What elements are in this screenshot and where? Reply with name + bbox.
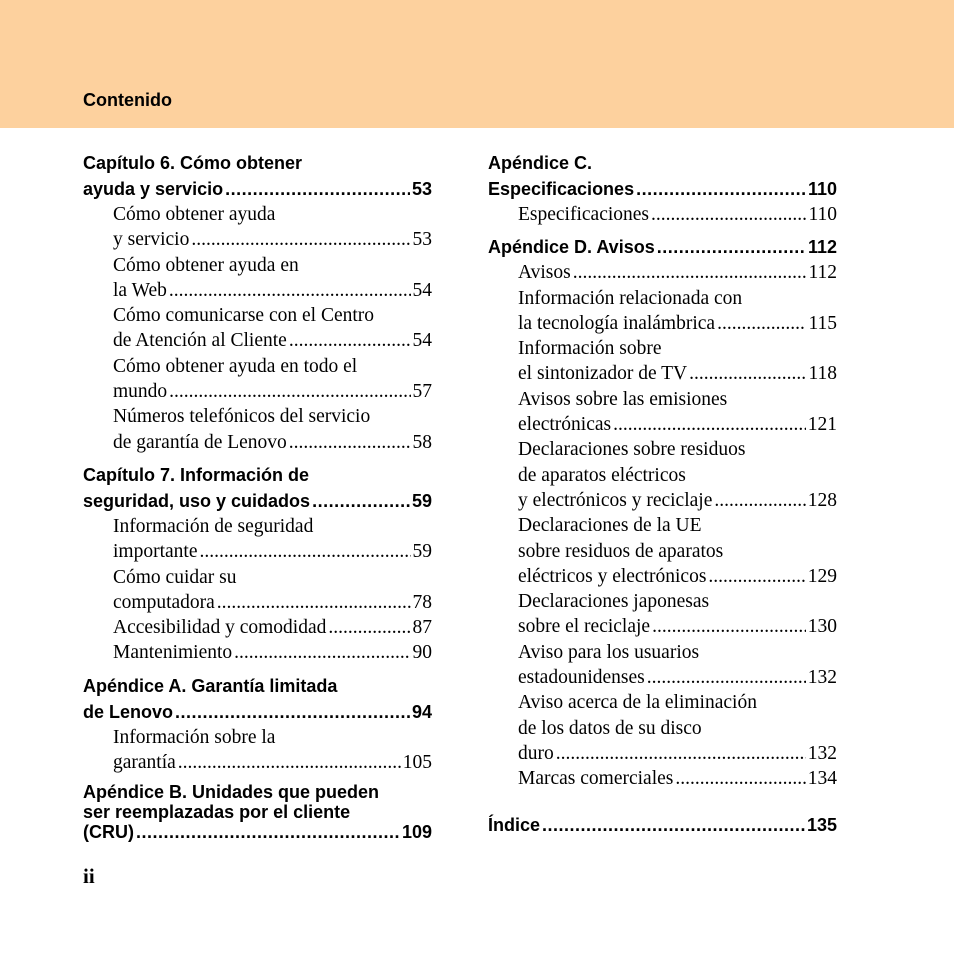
toc-entry[interactable] — [488, 336, 837, 387]
toc-entry-text-line: de aparatos eléctricos — [518, 464, 686, 486]
dot-leader — [542, 812, 805, 838]
toc-entry-text-line: Apéndice C. — [488, 153, 593, 173]
toc-entry-text-line: Capítulo 7. Información de — [83, 464, 310, 485]
toc-entry-text: seguridad, uso y cuidados — [83, 490, 311, 511]
toc-entry-last-line — [83, 176, 432, 202]
dot-leader — [169, 379, 410, 404]
toc-entry-last-line — [518, 564, 837, 589]
dot-leader — [191, 227, 410, 252]
toc-page-number: 87 — [412, 617, 432, 639]
toc-entry-last-line — [518, 361, 837, 386]
toc-entry-text-line: Cómo obtener ayuda — [113, 204, 276, 225]
toc-entry-text: Especificaciones — [518, 204, 650, 225]
toc-page-number: 129 — [807, 565, 837, 587]
toc-page-number: 130 — [807, 616, 837, 638]
toc-page-number: 110 — [807, 179, 837, 199]
toc-entry-text-line: Apéndice B. Unidades que pueden — [83, 782, 380, 803]
toc-column-right — [488, 150, 837, 838]
toc-entry-text: de Atención al Cliente — [113, 330, 287, 352]
toc-entry-text-line: Declaraciones japonesas — [518, 591, 710, 613]
toc-entry-text: mundo — [113, 381, 168, 403]
toc-entry-text: estadounidenses — [518, 667, 645, 689]
toc-page-number: 128 — [807, 489, 837, 511]
toc-page-number: 118 — [808, 363, 837, 385]
toc-entry-text-line: Avisos sobre las emisiones — [518, 388, 728, 410]
toc-entry-text-line: Declaraciones sobre residuos — [518, 439, 746, 461]
toc-entry-text: Apéndice D. Avisos — [488, 237, 655, 258]
toc-entry-last-line — [518, 202, 837, 227]
toc-page-number: 109 — [401, 822, 432, 843]
toc-entry-text: eléctricos y electrónicos — [518, 565, 707, 587]
toc-entry[interactable] — [488, 387, 837, 438]
toc-page-number: 54 — [412, 330, 432, 352]
dot-leader — [225, 176, 410, 202]
toc-entry-last-line — [113, 590, 432, 615]
toc-entry-last-line — [113, 379, 432, 404]
toc-entry-last-line — [518, 614, 837, 639]
toc-entry-text-line: Declaraciones de la UE — [518, 515, 702, 537]
toc-entry-last-line — [518, 260, 837, 285]
toc-entry-last-line — [488, 812, 837, 838]
toc-entry-text-line: ser reemplazadas por el cliente — [83, 802, 351, 823]
toc-page-number: 134 — [807, 768, 837, 790]
toc-entry-last-line — [488, 176, 837, 202]
toc-entry-text: de Lenovo — [83, 701, 174, 722]
toc-page-number: 115 — [808, 312, 837, 334]
toc-entry-last-line — [113, 750, 432, 775]
toc-entry-text-line: Cómo cuidar su — [113, 566, 237, 588]
toc-page-number: 110 — [808, 204, 837, 225]
toc-entry-last-line — [518, 665, 837, 690]
toc-page-number: 112 — [807, 237, 837, 258]
dot-leader — [651, 202, 806, 227]
toc-chapter-entry[interactable] — [83, 782, 432, 842]
toc-entry-last-line — [518, 311, 837, 336]
toc-entry-text-line: de los datos de su disco — [518, 717, 702, 739]
toc-entry-text: Marcas comerciales — [518, 768, 674, 790]
dot-leader — [328, 615, 410, 640]
toc-entry-text-line: Información de seguridad — [113, 515, 314, 537]
dot-leader — [289, 430, 411, 455]
dot-leader — [289, 328, 411, 353]
dot-leader — [636, 176, 806, 202]
toc-entry-text: la tecnología inalámbrica — [518, 312, 716, 334]
dot-leader — [169, 278, 411, 303]
toc-chapter-entry[interactable] — [83, 673, 432, 725]
toc-entry-text-line: Información sobre — [518, 338, 662, 360]
toc-entry-last-line — [113, 227, 432, 252]
toc-entry-text: electrónicas — [518, 414, 612, 436]
toc-page-number: 105 — [402, 752, 432, 774]
page-number: ii — [83, 864, 95, 888]
toc-entry-text: Avisos — [518, 262, 571, 284]
toc-entry-text-line: Aviso acerca de la eliminación — [518, 692, 757, 714]
dot-leader — [136, 822, 400, 842]
toc-entry-text-line: Apéndice A. Garantía limitada — [83, 675, 338, 696]
toc-entry[interactable] — [83, 514, 432, 565]
toc-entry[interactable] — [488, 513, 837, 589]
toc-entry-text: y servicio — [113, 229, 190, 251]
toc-page-number: 135 — [806, 814, 837, 835]
toc-page-number: 54 — [412, 279, 432, 301]
toc-entry-text: Accesibilidad y comodidad — [113, 617, 327, 639]
toc-entry[interactable] — [488, 766, 837, 791]
dot-leader — [675, 766, 805, 791]
dot-leader — [657, 234, 806, 260]
toc-entry[interactable] — [83, 640, 432, 665]
dot-leader — [652, 614, 806, 639]
dot-leader — [573, 260, 807, 285]
toc-entry-text-line: Capítulo 6. Cómo obtener — [83, 153, 303, 173]
toc-entry[interactable] — [488, 589, 837, 640]
dot-leader — [312, 488, 410, 514]
toc-entry-text-line: Aviso para los usuarios — [518, 641, 700, 663]
toc-page-number: 59 — [411, 490, 432, 511]
toc-entry-text-line: Números telefónicos del servicio — [113, 406, 371, 428]
dot-leader — [175, 699, 410, 725]
toc-page-number: 132 — [807, 742, 837, 764]
toc-entry[interactable] — [83, 404, 432, 455]
toc-entry-text-line: Cómo obtener ayuda en — [113, 254, 299, 276]
dot-leader — [708, 564, 805, 589]
toc-entry-text: garantía — [113, 752, 176, 774]
toc-entry[interactable] — [83, 615, 432, 640]
toc-page-number: 121 — [807, 414, 837, 436]
toc-entry-text: el sintonizador de TV — [518, 363, 688, 385]
toc-page-number: 59 — [412, 541, 432, 563]
toc-entry-last-line — [113, 640, 432, 665]
toc-entry-text: de garantía de Lenovo — [113, 431, 287, 453]
toc-entry-text-line: Información relacionada con — [518, 287, 743, 309]
dot-leader — [199, 539, 410, 564]
toc-entry-text-line: Información sobre la — [113, 726, 276, 748]
toc-entry-text: importante — [113, 541, 198, 563]
toc-entry-text-line: sobre residuos de aparatos — [518, 540, 724, 562]
toc-entry-text: duro — [518, 742, 554, 764]
toc-entry[interactable] — [83, 253, 432, 304]
toc-page-number: 112 — [808, 262, 837, 284]
toc-page-number: 58 — [412, 431, 432, 453]
dot-leader — [689, 361, 806, 386]
toc-page-number: 132 — [807, 667, 837, 689]
toc-entry-text: Índice — [488, 814, 541, 835]
toc-entry-last-line — [518, 488, 837, 513]
toc-entry[interactable] — [83, 565, 432, 616]
toc-entry-text: computadora — [113, 591, 215, 613]
page-title: Contenido — [83, 90, 172, 110]
toc-entry-text: la Web — [113, 279, 167, 301]
toc-entry-last-line — [83, 488, 432, 514]
dot-leader — [556, 741, 806, 766]
toc-column-left — [83, 150, 432, 842]
toc-entry[interactable] — [488, 202, 837, 227]
toc-entry[interactable] — [83, 303, 432, 354]
toc-chapter-entry[interactable] — [83, 150, 432, 202]
toc-entry-last-line — [113, 539, 432, 564]
toc-entry-last-line — [113, 328, 432, 353]
dot-leader — [178, 750, 401, 775]
dot-leader — [647, 665, 806, 690]
toc-entry-last-line — [518, 741, 837, 766]
dot-leader — [613, 412, 806, 437]
toc-chapter-entry[interactable] — [488, 150, 837, 202]
toc-entry-text: ayuda y servicio — [83, 179, 224, 199]
toc-entry-text: Mantenimiento — [113, 642, 233, 664]
toc-page-number: 94 — [411, 701, 432, 722]
toc-entry-text-line: Cómo comunicarse con el Centro — [113, 305, 375, 327]
toc-entry-text-line: Cómo obtener ayuda en todo el — [113, 355, 358, 377]
toc-entry-text: sobre el reciclaje — [518, 616, 651, 638]
toc-entry-text: y electrónicos y reciclaje — [518, 489, 713, 511]
toc-entry[interactable] — [488, 260, 837, 285]
toc-page-number: 78 — [412, 591, 432, 613]
toc-entry-last-line — [488, 234, 837, 260]
toc-entry-last-line — [83, 822, 432, 842]
toc-entry-last-line — [518, 412, 837, 437]
toc-page-number: 53 — [411, 179, 432, 199]
toc-entry-last-line — [113, 278, 432, 303]
toc-entry-last-line — [518, 766, 837, 791]
toc-entry[interactable] — [488, 437, 837, 513]
toc-chapter-entry[interactable] — [488, 234, 837, 260]
toc-entry[interactable] — [488, 690, 837, 766]
toc-entry-last-line — [83, 699, 432, 725]
toc-page-number: 90 — [412, 642, 432, 664]
toc-entry-text: Especificaciones — [488, 179, 635, 199]
toc-entry[interactable] — [488, 640, 837, 691]
dot-leader — [234, 640, 410, 665]
toc-chapter-entry[interactable] — [83, 462, 432, 514]
toc-entry-text: (CRU) — [83, 822, 134, 843]
dot-leader — [717, 311, 806, 336]
toc-entry[interactable] — [83, 725, 432, 776]
toc-entry[interactable] — [83, 354, 432, 405]
toc-entry[interactable] — [488, 286, 837, 337]
toc-page-number: 57 — [412, 381, 432, 403]
dot-leader — [217, 590, 411, 615]
toc-entry[interactable] — [83, 202, 432, 253]
toc-entry-last-line — [113, 430, 432, 455]
dot-leader — [714, 488, 805, 513]
toc-page-number: 53 — [412, 229, 432, 251]
toc-entry-last-line — [113, 615, 432, 640]
toc-chapter-entry[interactable] — [488, 812, 837, 838]
